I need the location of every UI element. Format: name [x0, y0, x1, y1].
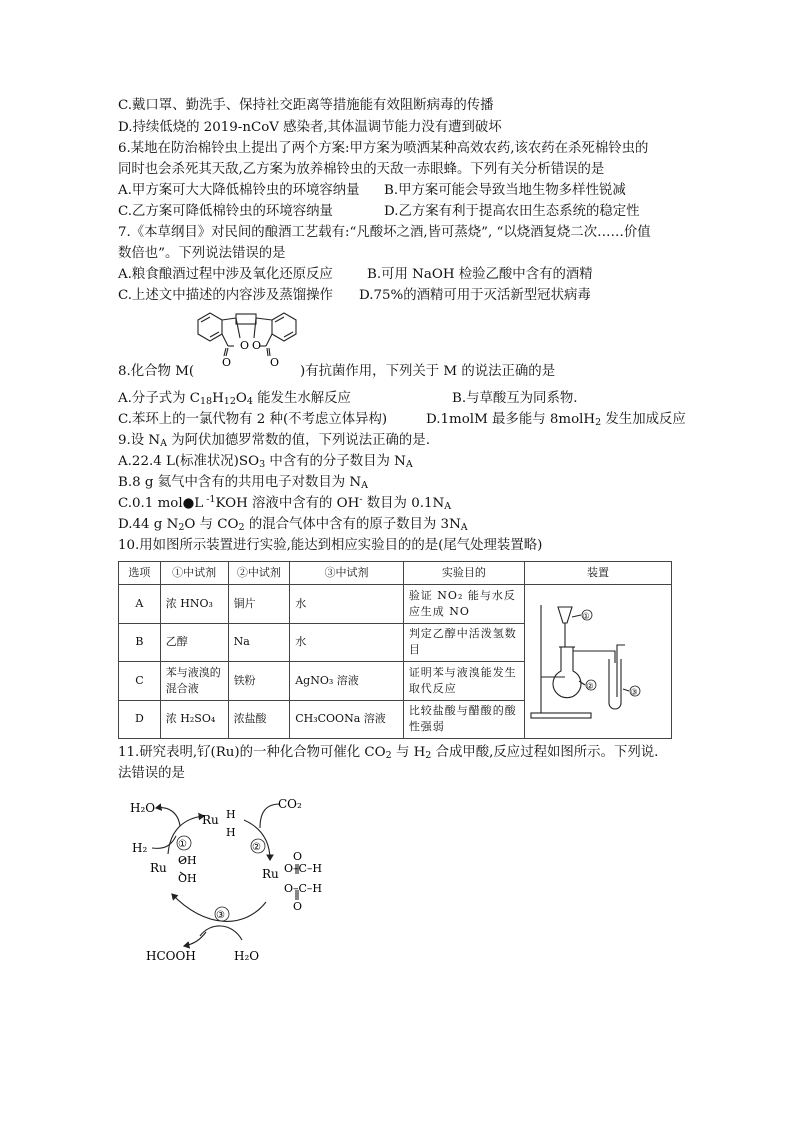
q9-option-c: C.0.1 mol●L $^{-1}$KOH 溶液中含有的 OH- 数目为 $0.1N_A$	[118, 494, 452, 512]
table-cell: AgNO₃ 溶液	[290, 662, 404, 701]
table-cell: 比较盐酸与醋酸的酸性强弱	[403, 700, 524, 739]
q7-option-d: D.75%的酒精可用于灭活新型冠状病毒	[359, 288, 591, 303]
q10-stem: 10.用如图所示装置进行实验,能达到相应实验目的的是(尾气处理装置略)	[118, 538, 543, 553]
q6-stem-line1: 6.某地在防治棉铃虫上提出了两个方案:甲方案为喷洒某种高效农药,该农药在杀死棉铃虫的	[118, 141, 649, 156]
q6-stem-line2: 同时也会杀死其天敌,乙方案为放养棉铃虫的天敌一赤眼蜂。下列有关分析错误的是	[118, 162, 605, 177]
table-cell: 乙醇	[160, 623, 228, 662]
apparatus-label-2: ②	[586, 681, 594, 691]
q11-stem-line1: 11.研究表明,钌(Ru)的一种化合物可催化 $CO_2$ 与 $H_2$ 合成甲酸,反应过程如图所示。下列说.	[118, 745, 659, 761]
ru-formate-label: Ru	[262, 867, 279, 881]
q6-option-a: A.甲方案可大大降低棉铃虫的环境容纳量	[118, 183, 360, 198]
table-cell: 铁粉	[228, 662, 290, 701]
mol-o1: O	[240, 339, 250, 352]
q9-option-b: B.8 g 氦气中含有的共用电子对数目为 $N_A$	[118, 475, 369, 491]
step-3-label: ③	[216, 910, 225, 921]
co2-label: CO₂	[278, 797, 302, 811]
table-header: ①中试剂	[160, 562, 228, 585]
q6-option-b: B.甲方案可能会导致当地生物多样性锐减	[384, 183, 626, 198]
table-header-row	[119, 562, 672, 585]
table-header: 实验目的	[403, 562, 524, 585]
apparatus-label-3: ③	[630, 687, 638, 697]
q9-stem: 9.设 $N_A$ 为阿伏加德罗常数的值，下列说法正确的是.	[118, 433, 430, 449]
h2o-bottom-label: H₂O	[234, 949, 260, 963]
mol-o2: O	[252, 339, 262, 352]
q8-stem-end: )有抗菌作用，下列关于 M 的说法正确的是	[300, 364, 556, 379]
q7-option-c: C.上述文中描述的内容涉及蒸馏操作	[118, 288, 333, 303]
q7-stem-line1: 7.《本草纲目》对民间的酿酒工艺载有:“凡酸坏之酒,皆可蒸烧”, “以烧酒复烧二次……价值	[118, 225, 651, 240]
h2o-top-label: H₂O	[130, 801, 156, 815]
table-cell: 铜片	[228, 585, 290, 624]
formate-lower-label: O–C–H	[284, 882, 323, 895]
q8-stem-start: 8.化合物 M(	[118, 364, 195, 379]
q6-option-c: C.乙方案可降低棉铃虫的环境容纳量	[118, 204, 333, 219]
mol-o4: O	[270, 356, 280, 368]
experiment-table	[118, 561, 672, 739]
o-bottom-label: O	[293, 900, 303, 913]
table-cell: B	[119, 623, 161, 662]
q8-option-a: A.分子式为 $C_{18}H_{12}O_4$ 能发生水解反应	[118, 391, 351, 407]
q9-option-d: D.44 g $N_2O$ 与 $CO_2$ 的混合气体中含有的原子数目为 $3N_A$	[118, 517, 468, 533]
table-header: 选项	[119, 562, 161, 585]
table-cell: 浓 H₂SO₄	[160, 700, 228, 739]
table-cell: C	[119, 662, 161, 701]
option-d-prev: D.持续低烧的 2019-nCoV 感染者,其体温调节能力没有遭到破坏	[118, 120, 502, 135]
q9-option-a: A.22.4 L(标准状况)$SO_3$ 中含有的分子数目为 $N_A$	[118, 454, 413, 470]
table-cell: 证明苯与液溴能发生取代反应	[403, 662, 524, 701]
compound-m-structure	[188, 308, 308, 368]
table-cell: 浓盐酸	[228, 700, 290, 739]
q8-option-d: D.1molM 最多能与 8molH$_2$ 发生加成反应	[426, 412, 686, 428]
table-cell: 判定乙醇中活泼氢数目	[403, 623, 524, 662]
q11-stem-line2: 法错误的是	[118, 766, 185, 781]
mol-o3: O	[222, 356, 232, 368]
q8-option-b: B.与草酸互为同系物.	[452, 391, 578, 406]
apparatus-cell	[524, 585, 671, 739]
table-row	[119, 585, 672, 624]
apparatus-diagram	[525, 585, 671, 733]
step-2-label: ②	[252, 842, 261, 853]
table-cell: 水	[290, 623, 404, 662]
oh-lower-label: OH	[178, 872, 197, 885]
ru-oh2-label: Ru	[150, 861, 167, 875]
option-c-prev: C.戴口罩、勤洗手、保持社交距离等措施能有效阻断病毒的传播	[118, 98, 494, 113]
q6-option-d: D.乙方案有利于提高农田生态系统的稳定性	[384, 204, 640, 219]
table-header: ②中试剂	[228, 562, 290, 585]
ru-h2-label: Ru	[202, 813, 219, 827]
table-cell: 苯与液溴的混合液	[160, 662, 228, 701]
catalytic-cycle-diagram	[120, 790, 360, 970]
hcooh-label: HCOOH	[146, 949, 196, 963]
step-1-label: ①	[178, 839, 187, 850]
table-cell: 验证 NO₂ 能与水反应生成 NO	[403, 585, 524, 624]
o-top-label: O	[293, 850, 303, 863]
h-upper-label: H	[226, 808, 236, 821]
q8-option-c: C.苯环上的一氯代物有 2 种(不考虑立体异构)	[118, 412, 388, 427]
q7-option-b: B.可用 NaOH 检验乙酸中含有的酒精	[367, 267, 593, 282]
table-header: 装置	[524, 562, 671, 585]
table-cell: 水	[290, 585, 404, 624]
table-cell: D	[119, 700, 161, 739]
q7-stem-line2: 数倍也”。下列说法错误的是	[118, 246, 286, 261]
h-lower-label: H	[226, 826, 236, 839]
formate-upper-label: O–C–H	[284, 862, 323, 875]
table-cell: Na	[228, 623, 290, 662]
q7-option-a: A.粮食酿酒过程中涉及氧化还原反应	[118, 267, 333, 282]
oh-upper-label: OH	[178, 854, 197, 867]
table-cell: CH₃COONa 溶液	[290, 700, 404, 739]
h2-label: H₂	[132, 841, 148, 855]
table-header: ③中试剂	[290, 562, 404, 585]
apparatus-label-1: ①	[582, 611, 590, 621]
table-cell: 浓 HNO₃	[160, 585, 228, 624]
table-cell: A	[119, 585, 161, 624]
